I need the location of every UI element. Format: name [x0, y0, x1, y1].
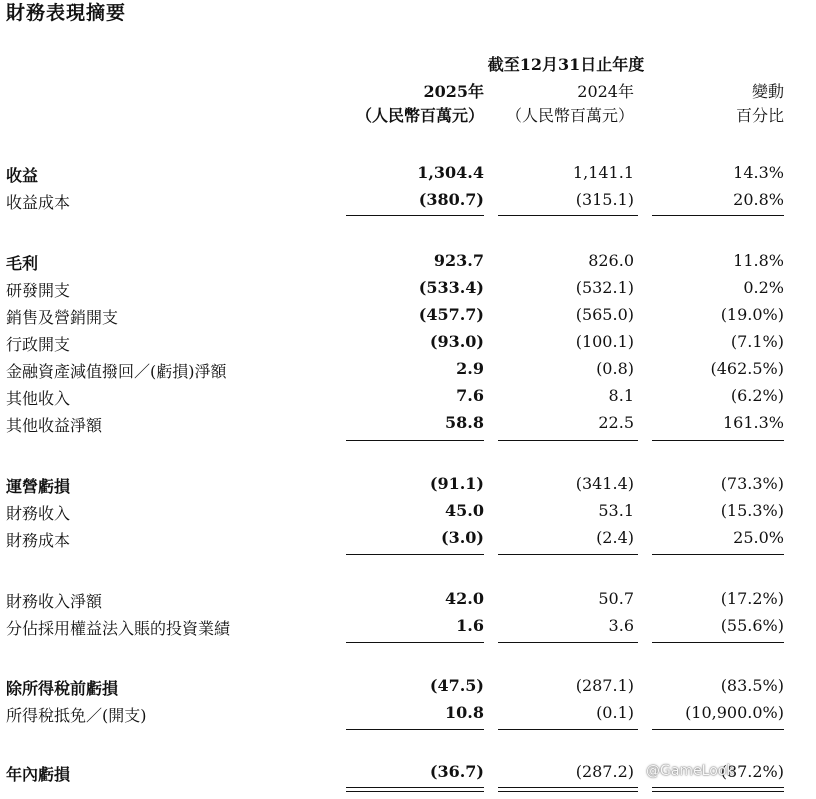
- value-2025: 58.8: [445, 413, 484, 432]
- value-2024: 3.6: [608, 616, 634, 635]
- row-label: 分佔採用權益法入賬的投資業績: [6, 619, 231, 638]
- row-label: 銷售及營銷開支: [6, 308, 119, 327]
- row-label: 金融資產減值撥回／(虧損)淨額: [6, 362, 227, 381]
- table-row: [0, 278, 816, 304]
- value-2025: 2.9: [456, 359, 484, 378]
- value-2024: 8.1: [608, 386, 634, 405]
- row-label: 其他收入: [6, 389, 71, 408]
- value-2024: (287.2): [575, 762, 634, 781]
- subtotal-rule: [498, 440, 638, 441]
- col-change-line1: 變動: [751, 82, 784, 101]
- value-2025: 45.0: [445, 501, 484, 520]
- value-2024: (565.0): [575, 305, 634, 324]
- value-change: (87.2%): [720, 762, 784, 781]
- value-2025: (93.0): [429, 332, 484, 351]
- row-label: 年內虧損: [6, 765, 71, 784]
- subtotal-rule: [652, 554, 784, 555]
- table-row: [0, 676, 816, 702]
- total-double-rule: [498, 787, 638, 792]
- table-row: [0, 386, 816, 412]
- value-change: 0.2%: [743, 278, 784, 297]
- value-2025: 7.6: [456, 386, 484, 405]
- subtotal-rule: [652, 729, 784, 730]
- row-label: 財務成本: [6, 531, 71, 550]
- value-2024: (532.1): [575, 278, 634, 297]
- page-title: 財務表現摘要: [6, 2, 127, 24]
- subtotal-rule: [652, 215, 784, 216]
- row-label: 所得稅抵免／(開支): [6, 706, 147, 725]
- value-2024: (2.4): [596, 528, 634, 547]
- row-label: 收益: [6, 166, 39, 185]
- value-2024: (100.1): [575, 332, 634, 351]
- row-label: 其他收益淨額: [6, 416, 103, 435]
- table-row: [0, 528, 816, 554]
- total-double-rule: [652, 787, 784, 792]
- subtotal-rule: [498, 642, 638, 643]
- value-change: (83.5%): [720, 676, 784, 695]
- subtotal-rule: [346, 554, 484, 555]
- value-2024: (0.1): [596, 703, 634, 722]
- row-label: 研發開支: [6, 281, 71, 300]
- value-change: (55.6%): [720, 616, 784, 635]
- value-change: (73.3%): [720, 474, 784, 493]
- value-2024: (341.4): [575, 474, 634, 493]
- value-change: 161.3%: [722, 413, 784, 432]
- table-row: [0, 251, 816, 277]
- value-change: (6.2%): [730, 386, 784, 405]
- row-label: 行政開支: [6, 335, 71, 354]
- table-row: [0, 190, 816, 216]
- subtotal-rule: [498, 729, 638, 730]
- value-2024: 53.1: [598, 501, 634, 520]
- subtotal-rule: [498, 215, 638, 216]
- table-row: [0, 332, 816, 358]
- col-2024-unit: （人民幣百萬元）: [505, 106, 634, 125]
- value-2024: 826.0: [588, 251, 634, 270]
- subtotal-rule: [346, 440, 484, 441]
- value-2025: (3.0): [441, 528, 484, 547]
- table-row: [0, 589, 816, 615]
- subtotal-rule: [346, 215, 484, 216]
- period-header: 截至12月31日止年度: [487, 55, 645, 74]
- col-change-line2: 百分比: [735, 106, 784, 125]
- table-row: [0, 616, 816, 642]
- table-row: [0, 501, 816, 527]
- value-2024: (287.1): [575, 676, 634, 695]
- watermark: @GameLook: [646, 763, 735, 779]
- value-2025: 42.0: [445, 589, 484, 608]
- col-2025-unit: （人民幣百萬元）: [355, 106, 484, 125]
- subtotal-rule: [346, 642, 484, 643]
- value-2024: 50.7: [598, 589, 634, 608]
- value-change: (7.1%): [730, 332, 784, 351]
- table-row: [0, 413, 816, 439]
- row-label: 毛利: [6, 254, 39, 273]
- table-row: [0, 474, 816, 500]
- row-label: 財務收入淨額: [6, 592, 103, 611]
- value-change: (19.0%): [720, 305, 784, 324]
- value-change: (17.2%): [720, 589, 784, 608]
- row-label: 除所得稅前虧損: [6, 679, 119, 698]
- value-2025: 1,304.4: [417, 163, 484, 182]
- value-2025: (91.1): [429, 474, 484, 493]
- col-2024-year: 2024年: [577, 82, 634, 101]
- value-2025: (36.7): [429, 762, 484, 781]
- col-2025-year: 2025年: [423, 82, 484, 101]
- subtotal-rule: [498, 554, 638, 555]
- subtotal-rule: [652, 440, 784, 441]
- value-change: 20.8%: [733, 190, 784, 209]
- row-label: 收益成本: [6, 193, 71, 212]
- row-label: 運營虧損: [6, 477, 71, 496]
- table-row: [0, 359, 816, 385]
- value-2025: 1.6: [456, 616, 484, 635]
- value-change: (15.3%): [720, 501, 784, 520]
- value-2025: 923.7: [433, 251, 484, 270]
- value-2025: (533.4): [418, 278, 484, 297]
- value-2024: 1,141.1: [572, 163, 634, 182]
- table-row: [0, 703, 816, 729]
- value-2025: (457.7): [418, 305, 484, 324]
- value-change: 14.3%: [733, 163, 784, 182]
- row-label: 財務收入: [6, 504, 71, 523]
- value-change: 25.0%: [733, 528, 784, 547]
- value-change: (462.5%): [710, 359, 784, 378]
- value-change: 11.8%: [733, 251, 784, 270]
- value-change: (10,900.0%): [685, 703, 784, 722]
- table-row: [0, 163, 816, 189]
- total-double-rule: [346, 787, 484, 792]
- subtotal-rule: [346, 729, 484, 730]
- value-2024: 22.5: [598, 413, 634, 432]
- value-2024: (315.1): [575, 190, 634, 209]
- value-2024: (0.8): [596, 359, 634, 378]
- value-2025: (380.7): [418, 190, 484, 209]
- value-2025: (47.5): [429, 676, 484, 695]
- value-2025: 10.8: [445, 703, 484, 722]
- table-row: [0, 305, 816, 331]
- subtotal-rule: [652, 642, 784, 643]
